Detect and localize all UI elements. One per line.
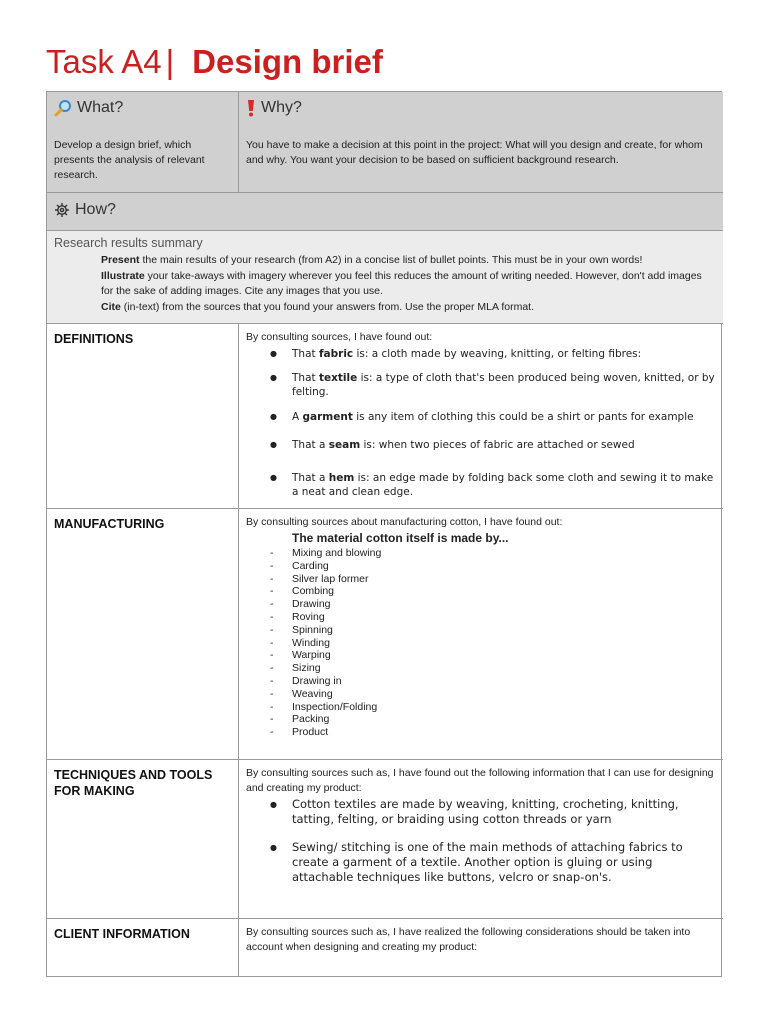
technique-item: ● Sewing/ stitching is one of the main methods of attaching fabrics to create a garment of a textile. Another option is gluing or using attachable techniques like buttons, velcro or snap-on's. (246, 840, 716, 885)
step-item: - Warping (246, 649, 716, 662)
techniques-intro: By consulting sources such as, I have found out the following information that I can use for designing and creating my product: (246, 767, 714, 794)
definitions-row (47, 323, 723, 508)
why-heading: Why? (261, 99, 302, 116)
manufacturing-steps (246, 547, 716, 739)
definition-item: ● That textile is: a type of cloth that's been produced being woven, knitted, or by felting. (246, 371, 716, 399)
step-item: - Silver lap former (246, 573, 716, 586)
client-row (47, 918, 723, 976)
step-item: - Winding (246, 637, 716, 650)
client-intro: By consulting sources such as, I have realized the following considerations should be taken into account when designing and creating my product: (246, 926, 691, 953)
what-header (54, 99, 123, 117)
step-item: - Weaving (246, 688, 716, 701)
why-cell (239, 92, 723, 192)
step-item: - Sizing (246, 662, 716, 675)
manufacturing-label: MANUFACTURING (47, 509, 239, 759)
research-summary-cell (47, 230, 723, 323)
client-content (239, 919, 723, 976)
definitions-content (239, 324, 723, 508)
title-prefix: Task A4 (46, 43, 162, 80)
step-item: - Combing (246, 585, 716, 598)
step-item: - Drawing in (246, 675, 716, 688)
techniques-label: TECHNIQUES AND TOOLS FOR MAKING (47, 760, 239, 918)
definitions-intro: By consulting sources, I have found out: (246, 331, 433, 343)
research-line-illustrate: Illustrate your take-aways with imagery wherever you feel this reduces the amount of writing needed. However, don't add images for the sake of adding images. Cite any images that you use. (101, 269, 702, 297)
step-item: - Packing (246, 713, 716, 726)
definition-item: ● That a seam is: when two pieces of fabric are attached or sewed (246, 438, 716, 452)
how-header (54, 201, 116, 219)
definition-item: ● That a hem is: an edge made by folding back some cloth and sewing it to make a neat and clean edge. (246, 471, 716, 499)
definitions-list (246, 347, 716, 499)
step-item: - Spinning (246, 624, 716, 637)
step-item: - Roving (246, 611, 716, 624)
what-text: Develop a design brief, which presents the analysis of relevant research. (54, 139, 205, 181)
definitions-label: DEFINITIONS (47, 324, 239, 508)
step-item: - Carding (246, 560, 716, 573)
techniques-list (246, 797, 716, 885)
technique-item: ● Cotton textiles are made by weaving, knitting, crocheting, knitting, tatting, felting, or braiding using cotton threads or yarn (246, 797, 716, 827)
definition-item: ● A garment is any item of clothing this could be a shirt or pants for example (246, 410, 716, 424)
title-main: Design brief (192, 43, 383, 80)
step-item: - Drawing (246, 598, 716, 611)
definition-item: ● That fabric is: a cloth made by weaving, knitting, or felting fibres: (246, 347, 716, 361)
how-cell (47, 192, 723, 230)
research-heading: Research results summary (54, 236, 203, 250)
manufacturing-subheading: The material cotton itself is made by... (292, 531, 509, 545)
research-line-cite: Cite (in-text) from the sources that you found your answers from. Use the proper MLA format. (101, 300, 535, 313)
design-brief-table (46, 91, 722, 977)
what-heading: What? (77, 99, 124, 116)
what-cell (47, 92, 239, 192)
client-label: CLIENT INFORMATION (47, 919, 239, 976)
why-header (246, 99, 302, 117)
techniques-content (239, 760, 723, 918)
why-text: You have to make a decision at this point in the project: What will you design and create, for whom and why. You want your decision to be based on sufficient background research. (246, 139, 703, 166)
title-separator: | (165, 43, 175, 80)
how-heading: How? (75, 201, 116, 218)
step-item: - Product (246, 726, 716, 739)
techniques-row (47, 759, 723, 918)
magnifier-icon (54, 99, 72, 117)
step-item: - Inspection/Folding (246, 701, 716, 714)
research-line-present: Present the main results of your research (from A2) in a concise list of bullet points. This must be in your own words! (101, 254, 643, 266)
step-item: - Mixing and blowing (246, 547, 716, 560)
page-title (46, 40, 383, 84)
manufacturing-row (47, 508, 723, 759)
manufacturing-content (239, 509, 723, 759)
exclamation-icon (246, 99, 256, 117)
research-instructions (101, 253, 713, 315)
manufacturing-intro: By consulting sources about manufacturing cotton, I have found out: (246, 516, 563, 528)
gear-icon (54, 202, 70, 218)
